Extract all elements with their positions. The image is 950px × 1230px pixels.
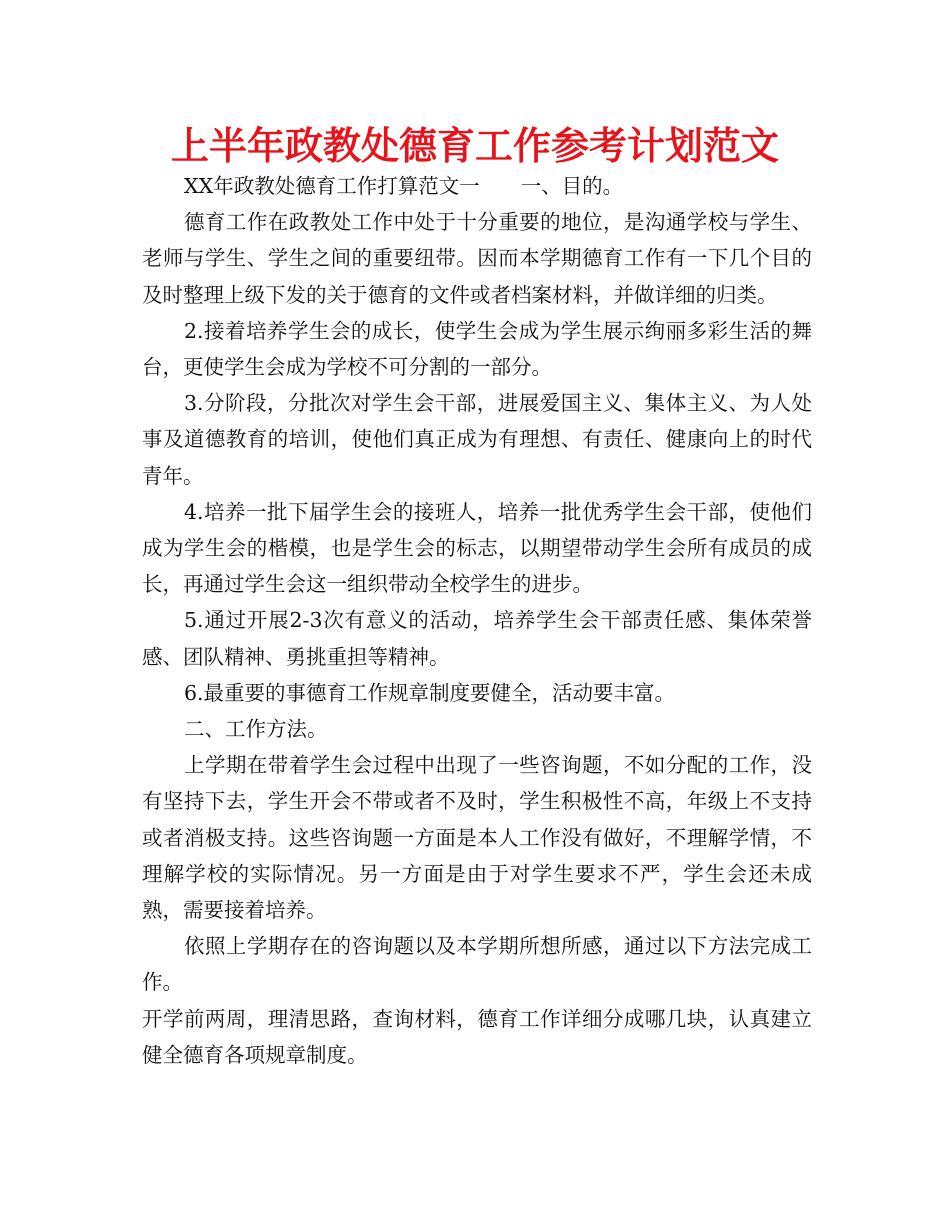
paragraph-4: 4.培养一批下届学生会的接班人，培养一批优秀学生会干部，使他们成为学生会的楷模，也是学生会的标志，以期望带动学生会所有成员的成长，再通过学生会这一组织带动全校学生的进步。: [142, 499, 812, 597]
section-heading-methods: 二、工作方法。: [184, 717, 328, 742]
paragraph-8: 依照上学期存在的咨询题以及本学期所想所感，通过以下方法完成工作。: [142, 934, 812, 995]
paragraph-3: 3.分阶段，分批次对学生会干部，进展爱国主义、集体主义、为人处事及道德教育的培训，使他们真正成为有理想、有责任、健康向上的时代青年。: [142, 391, 812, 488]
paragraph-9: 开学前两周，理清思路，查询材料，德育工作详细分成哪几块，认真建立健全德育各项规章制度。: [142, 1006, 812, 1067]
paragraph-5: 5.通过开展2-3次有意义的活动，培养学生会干部责任感、集体荣誉感、团队精神、勇挑重担等精神。: [142, 608, 812, 669]
paragraph-1: 德育工作在政教处工作中处于十分重要的地位，是沟通学校与学生、老师与学生、学生之间的重要纽带。因而本学期德育工作有一下几个目的及时整理上级下发的关于德育的文件或者档案材料，并做详细的归类。: [142, 210, 812, 307]
paragraph-2: 2.接着培养学生会的成长，使学生会成为学生展示绚丽多彩生活的舞台，更使学生会成为学校不可分割的一部分。: [142, 318, 812, 380]
paragraph-intro: XX年政教处德育工作打算范文一 一、目的。: [184, 174, 624, 198]
document-body: [142, 168, 812, 1073]
paragraph-6: 6.最重要的事德育工作规章制度要健全，活动要丰富。: [184, 680, 676, 705]
document-title: 上半年政教处德育工作参考计划范文: [170, 124, 779, 168]
paragraph-7: 上学期在带着学生会过程中出现了一些咨询题，不如分配的工作，没有坚持下去，学生开会不带或者不及时，学生积极性不高，年级上不支持或者消极支持。这些咨询题一方面是本人工作没有做好，不理解学情，不理解学校的实际情况。另一方面是由于对学生要求不严，学生会还未成熟，需要接着培养。: [142, 753, 812, 923]
